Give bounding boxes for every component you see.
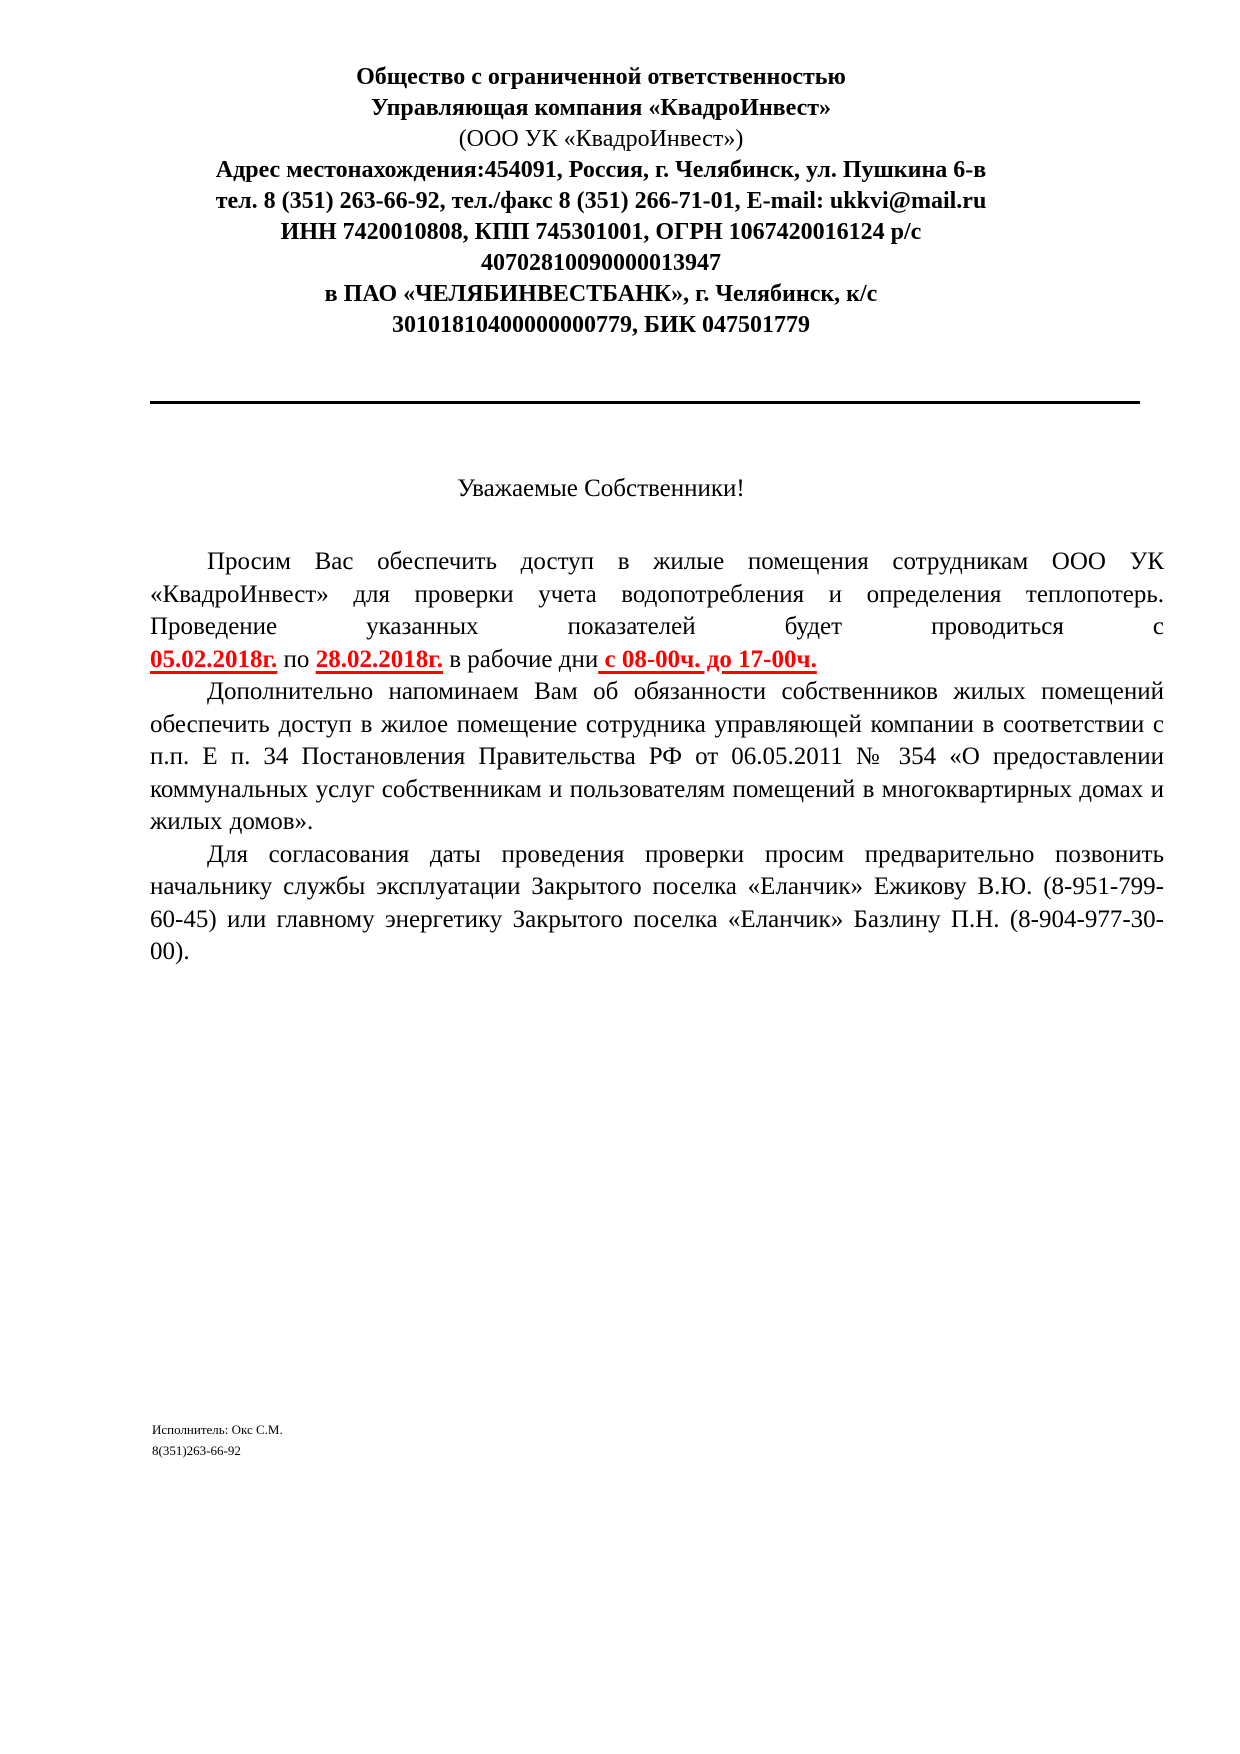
inspection-date-from: 05.02.2018г.: [150, 645, 278, 673]
company-type: Общество с ограниченной ответственностью: [356, 64, 846, 90]
company-settlement-account: 40702810090000013947: [481, 250, 721, 276]
company-bank-account: 30101810400000000779, БИК 047501779: [392, 312, 810, 338]
company-short-name: (ООО УК «КвадроИнвест»): [458, 126, 744, 152]
company-address: Адрес местонахождения:454091, Россия, г. Челябинск, ул. Пушкина 6-в: [215, 157, 987, 183]
executor-phone: 8(351)263-66-92: [152, 1443, 241, 1458]
document-content: [150, 62, 1164, 969]
inspection-hours: с 08-00ч. до 17-00ч.: [598, 645, 817, 673]
executor-block: [152, 1419, 283, 1461]
company-contacts: тел. 8 (351) 263-66-92, тел./факс 8 (351) 266-71-01, E-mail: ukkvi@mail.ru: [215, 188, 987, 214]
inspection-date-to: 28.02.2018г.: [315, 645, 443, 673]
company-bank: в ПАО «ЧЕЛЯБИНВЕСТБАНК», г. Челябинск, к/с: [324, 281, 878, 307]
paragraph-access-request: Просим Вас обеспечить доступ в жилые помещения сотрудникам ООО УК «КвадроИнвест» для проверки учета водопотребления и определения теплопотерь. Проведение указанных показателей будет проводиться с: [150, 548, 1164, 640]
inspection-dates-line: [150, 644, 1164, 677]
paragraph-legal-basis: Дополнительно напоминаем Вам об обязанности собственников жилых помещений обеспечить доступ в жилое помещение сотрудника управляющей компании в соответствии с п.п. Е п. 34 Постановления Правительства РФ от 06.05.2011 № 354 «О предоставлении коммунальных услуг собственникам и пользователям помещений в многоквартирных домах и жилых домов».: [150, 678, 1164, 835]
salutation: Уважаемые Собственники!: [457, 475, 745, 502]
company-requisites: ИНН 7420010808, КПП 745301001, ОГРН 1067420016124 р/с: [280, 219, 922, 245]
working-days-text: в рабочие дни: [442, 645, 599, 673]
letterhead: [150, 62, 1052, 341]
company-name: Управляющая компания «КвадроИнвест»: [370, 95, 832, 121]
dates-separator: по: [277, 645, 316, 673]
paragraph-contact-persons: Для согласования даты проведения проверки просим предварительно позвонить начальнику службы эксплуатации Закрытого поселка «Еланчик» Ежикову В.Ю. (8-951-799-60-45) или главному энергетику Закрытого поселка «Еланчик» Базлину П.Н. (8-904-977-30-00).: [150, 840, 1164, 965]
executor-name: Исполнитель: Окс С.М.: [152, 1422, 283, 1437]
letterhead-divider: [150, 401, 1140, 404]
